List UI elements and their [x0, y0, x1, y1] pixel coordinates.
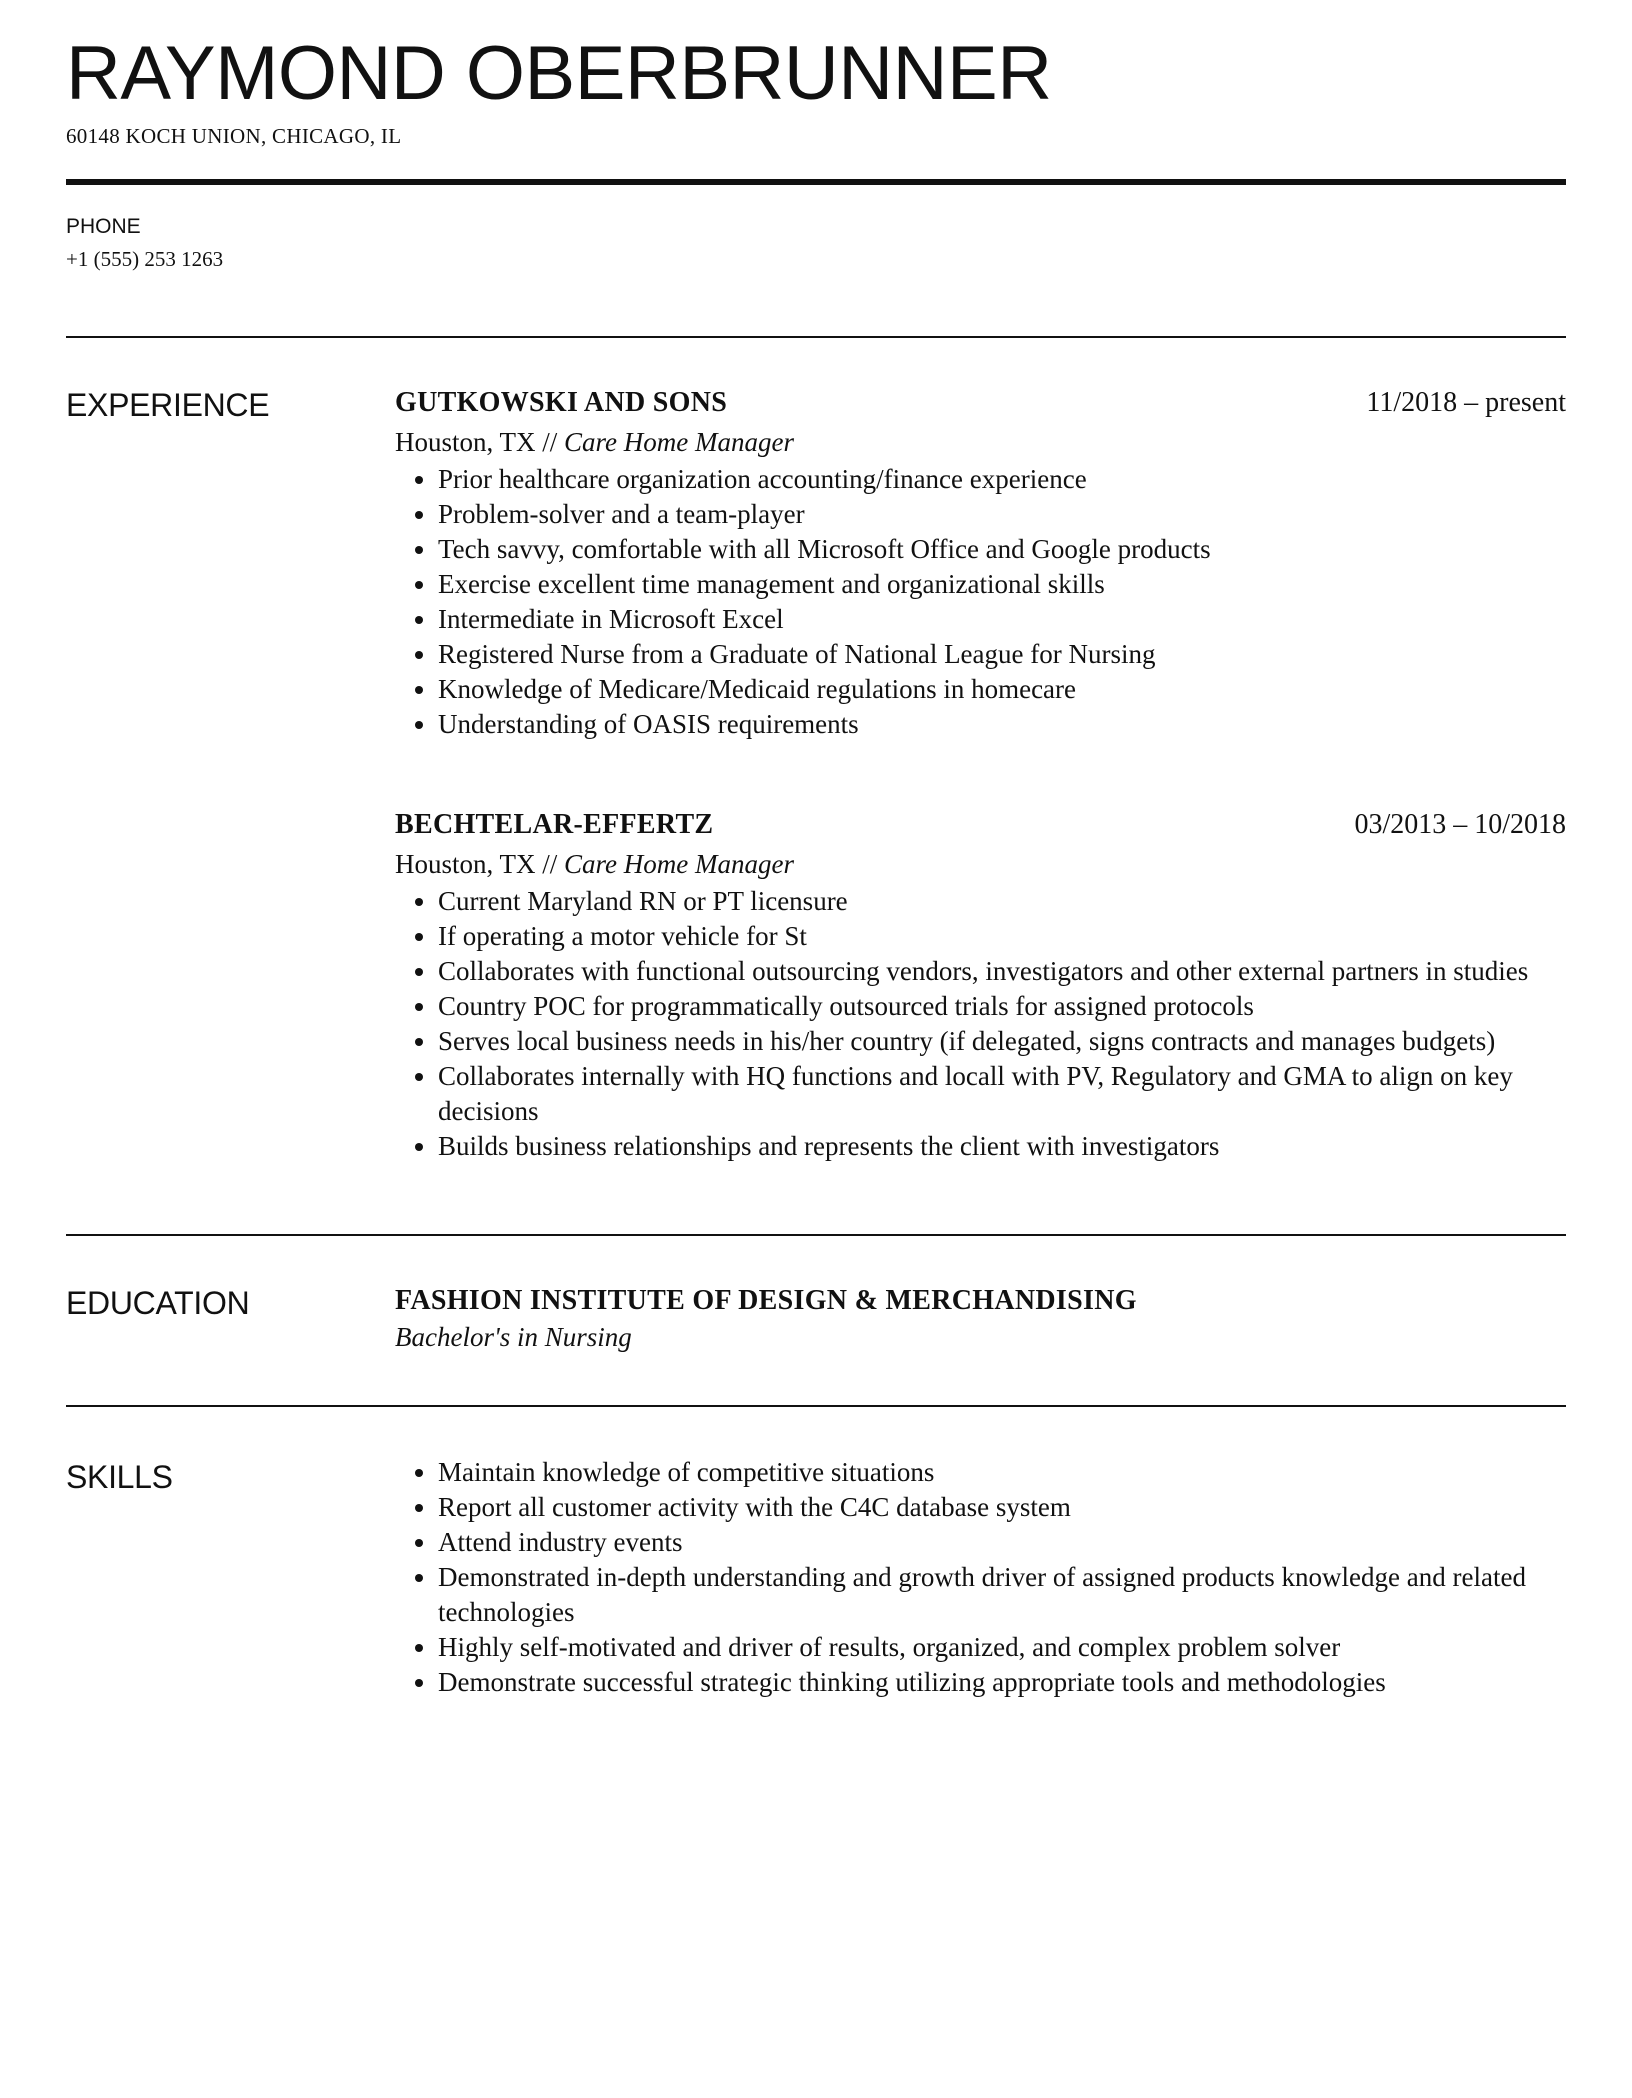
candidate-name: RAYMOND OBERBRUNNER — [66, 31, 1052, 116]
education-title: EDUCATION — [66, 1285, 250, 1321]
job-bullet: • Tech savvy, comfortable with all Microsoft Office and Google products — [438, 532, 1566, 567]
company-name: GUTKOWSKI AND SONS — [395, 387, 728, 418]
job-bullet: • Knowledge of Medicare/Medicaid regulations in homecare — [438, 672, 1566, 707]
job-bullet: • Understanding of OASIS requirements — [438, 707, 1566, 742]
experience-title: EXPERIENCE — [66, 387, 270, 423]
phone-value: +1 (555) 253 1263 — [66, 247, 224, 271]
job-entry — [395, 385, 1566, 742]
skills-section — [66, 1455, 1566, 1700]
experience-section — [66, 385, 1566, 1164]
job-dates: 11/2018 – present — [1366, 387, 1566, 418]
skills-body — [395, 1455, 1566, 1700]
skill-item: • Demonstrated in-depth understanding and growth driver of assigned products knowledge and related technologies — [438, 1560, 1566, 1630]
skill-item: • Report all customer activity with the C4C database system — [438, 1490, 1566, 1525]
job-header — [395, 807, 1566, 842]
job-bullet: • Prior healthcare organization accounting/finance experience — [438, 462, 1566, 497]
job-dates: 03/2013 – 10/2018 — [1354, 809, 1566, 840]
skill-item: • Highly self-motivated and driver of results, organized, and complex problem solver — [438, 1630, 1566, 1665]
job-location: Houston, TX — [395, 427, 536, 457]
job-separator: // — [542, 849, 558, 879]
skills-title: SKILLS — [66, 1459, 173, 1495]
job-header — [395, 385, 1566, 420]
skill-item: • Maintain knowledge of competitive situations — [438, 1455, 1566, 1490]
job-subtitle — [395, 847, 1566, 882]
job-position: Care Home Manager — [564, 849, 794, 879]
job-subtitle — [395, 425, 1566, 460]
job-bullet: • Serves local business needs in his/her country (if delegated, signs contracts and manages budgets) — [438, 1024, 1566, 1059]
skills-list — [395, 1455, 1566, 1700]
education-divider — [66, 1405, 1566, 1407]
header-divider — [66, 179, 1566, 185]
degree-name: Bachelor's in Nursing — [395, 1322, 632, 1352]
candidate-address: 60148 KOCH UNION, CHICAGO, IL — [66, 124, 402, 148]
experience-divider — [66, 1234, 1566, 1236]
experience-body — [395, 385, 1566, 1164]
job-bullet: • Exercise excellent time management and organizational skills — [438, 567, 1566, 602]
job-bullet: • Builds business relationships and represents the client with investigators — [438, 1129, 1566, 1164]
job-location: Houston, TX — [395, 849, 536, 879]
job-bullet: • Registered Nurse from a Graduate of National League for Nursing — [438, 637, 1566, 672]
job-position: Care Home Manager — [564, 427, 794, 457]
phone-label: PHONE — [66, 215, 141, 238]
school-name: FASHION INSTITUTE OF DESIGN & MERCHANDISING — [395, 1285, 1137, 1316]
job-bullet: • If operating a motor vehicle for St — [438, 919, 1566, 954]
education-body — [395, 1283, 1566, 1355]
job-bullets — [395, 884, 1566, 1164]
job-separator: // — [542, 427, 558, 457]
job-bullet: • Country POC for programmatically outsourced trials for assigned protocols — [438, 989, 1566, 1024]
company-name: BECHTELAR-EFFERTZ — [395, 809, 714, 840]
job-bullet: • Collaborates with functional outsourcing vendors, investigators and other external partners in studies — [438, 954, 1566, 989]
contact-divider — [66, 336, 1566, 338]
job-bullet: • Problem-solver and a team-player — [438, 497, 1566, 532]
contact-block — [66, 215, 1566, 272]
education-section — [66, 1283, 1566, 1355]
job-bullets — [395, 462, 1566, 742]
job-bullet: • Current Maryland RN or PT licensure — [438, 884, 1566, 919]
skill-item: • Demonstrate successful strategic thinking utilizing appropriate tools and methodologies — [438, 1665, 1566, 1700]
job-bullet: • Collaborates internally with HQ functions and locall with PV, Regulatory and GMA to align on key decisions — [438, 1059, 1566, 1129]
job-entry — [395, 807, 1566, 1164]
skill-item: • Attend industry events — [438, 1525, 1566, 1560]
job-bullet: • Intermediate in Microsoft Excel — [438, 602, 1566, 637]
